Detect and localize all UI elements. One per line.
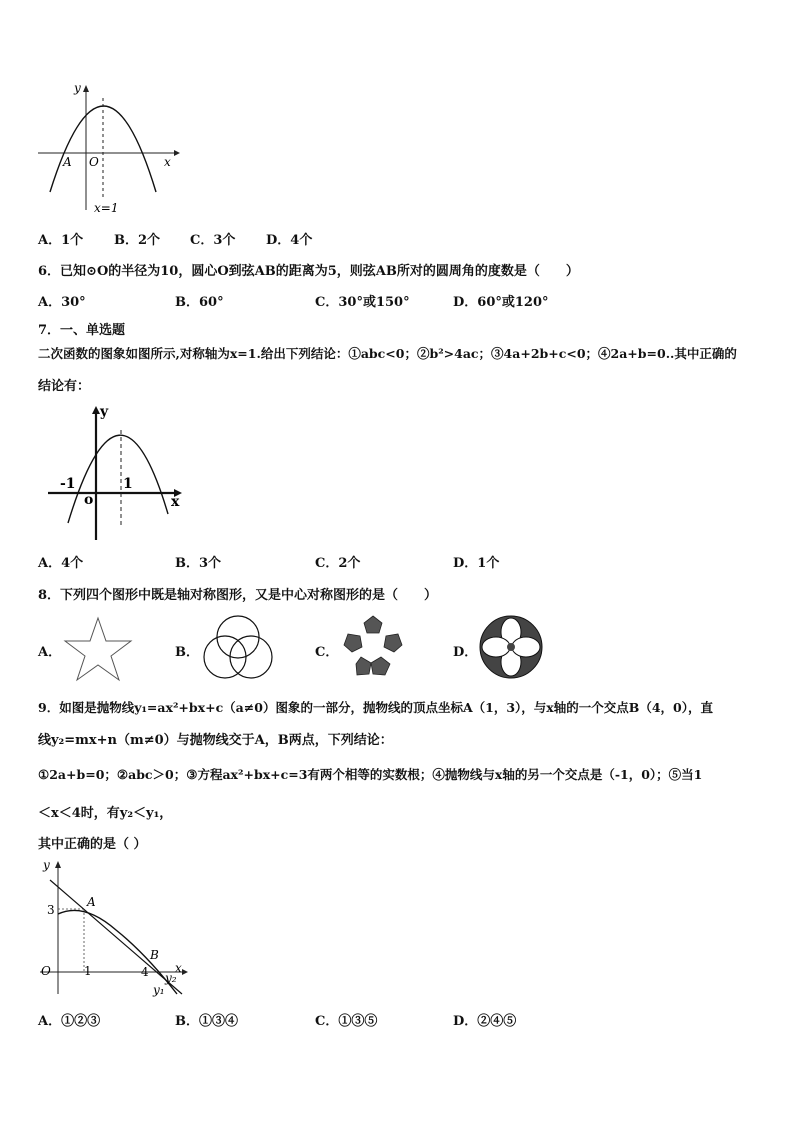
q9-line-y2: [50, 880, 182, 994]
q8-option-a[interactable]: A．: [38, 645, 62, 660]
q6-option-b[interactable]: B．60°: [175, 295, 224, 310]
q7-y-label: y: [100, 404, 109, 420]
star-icon: [65, 618, 131, 680]
q9-x-label: x: [175, 961, 182, 975]
q9-option-d[interactable]: D．②④⑤: [453, 1014, 517, 1029]
q9-b-label: B: [150, 948, 159, 962]
q8-question-text: 8．下列四个图形中既是轴对称图形，又是中心对称图形的是（ ）: [38, 588, 438, 603]
q5-option-c[interactable]: C．3个: [190, 233, 236, 248]
q9-question-line5: 其中正确的是（ ）: [38, 837, 147, 852]
q7-neg1-label: -1: [60, 476, 76, 492]
q6-option-d[interactable]: D．60°或120°: [453, 295, 549, 310]
q9-o-label: O: [41, 964, 51, 978]
q8-pentagon-ring-figure[interactable]: [340, 614, 406, 680]
q9-option-c[interactable]: C．①③⑤: [315, 1014, 378, 1029]
q8-three-circles-figure[interactable]: [200, 612, 276, 684]
q9-one-label: 1: [84, 964, 92, 978]
q7-y-arrow: [92, 406, 100, 414]
q9-y2-label: y₂: [165, 971, 177, 985]
q9-y1-label: y₁: [153, 983, 165, 997]
q7-option-a[interactable]: A．4个: [38, 556, 84, 571]
q7-parabola-graph: [44, 398, 194, 543]
q7-one-label: 1: [123, 476, 133, 492]
q8-four-petal-figure[interactable]: [478, 614, 544, 680]
pentagon-ring-icon: [344, 616, 402, 675]
q5-y-label: y: [74, 81, 81, 95]
q8-option-d[interactable]: D．: [453, 645, 478, 660]
q7-question-line1: 二次函数的图象如图所示,对称轴为x=1.给出下列结论：①abc<0；②b²>4ac；③4a+2b+c<0；④2a+b=0..其中正确的: [38, 346, 737, 361]
q8-option-b[interactable]: B．: [175, 645, 199, 660]
q5-x-arrow: [174, 150, 180, 156]
q9-question-line4: ＜x＜4时，有y₂＜y₁，: [38, 806, 173, 821]
q5-parabola-graph: [36, 80, 186, 215]
q9-y-label: y: [43, 858, 50, 872]
q7-x-label: x: [171, 494, 180, 510]
q5-option-b[interactable]: B．2个: [114, 233, 161, 248]
q6-question-text: 6．已知⊙O的半径为10，圆心O到弦AB的距离为5，则弦AB所对的圆周角的度数是（ ）: [38, 264, 579, 279]
q6-option-c[interactable]: C．30°或150°: [315, 295, 410, 310]
q9-graph: [36, 854, 196, 999]
q9-four-label: 4: [141, 965, 149, 979]
q9-parabola-curve: [58, 910, 177, 994]
q9-option-b[interactable]: B．①③④: [175, 1014, 238, 1029]
q9-a-label: A: [87, 895, 96, 909]
q9-question-line3: ①2a+b=0；②abc＞0；③方程ax²+bx+c=3有两个相等的实数根；④抛物线与x轴的另一个交点是（-1，0）；⑤当1: [38, 767, 703, 782]
q6-option-a[interactable]: A．30°: [38, 295, 86, 310]
q9-question-line1: 9．如图是抛物线y₁=ax²+bx+c（a≠0）图象的一部分，抛物线的顶点坐标A（1，3），与x轴的一个交点B（4，0），直: [38, 700, 713, 715]
q9-question-line2: 线y₂=mx+n（m≠0）与抛物线交于A，B两点，下列结论：: [38, 733, 393, 748]
q8-option-c[interactable]: C．: [315, 645, 339, 660]
circle-top-icon: [217, 616, 259, 658]
q7-parabola-curve: [68, 435, 168, 523]
q9-y-arrow: [55, 861, 61, 868]
q5-o-label: O: [89, 155, 99, 169]
q5-axis-label: x=1: [94, 201, 119, 215]
q5-option-a[interactable]: A．1个: [38, 233, 84, 248]
q9-three-label: 3: [47, 903, 55, 917]
q5-a-label: A: [63, 155, 72, 169]
q7-option-c[interactable]: C．2个: [315, 556, 361, 571]
center-dot-icon: [507, 643, 515, 651]
q5-option-d[interactable]: D．4个: [266, 233, 313, 248]
q7-heading: 7．一、单选题: [38, 323, 126, 338]
q9-x-arrow: [182, 969, 188, 975]
q5-y-arrow: [83, 85, 89, 92]
q7-question-line2: 结论有：: [38, 379, 91, 394]
circle-right-icon: [230, 636, 272, 678]
q5-x-label: x: [164, 155, 171, 169]
q9-option-a[interactable]: A．①②③: [38, 1014, 101, 1029]
q7-o-label: o: [84, 492, 94, 508]
q7-option-d[interactable]: D．1个: [453, 556, 500, 571]
circle-left-icon: [204, 636, 246, 678]
q8-star-figure[interactable]: [62, 615, 134, 683]
q7-option-b[interactable]: B．3个: [175, 556, 222, 571]
